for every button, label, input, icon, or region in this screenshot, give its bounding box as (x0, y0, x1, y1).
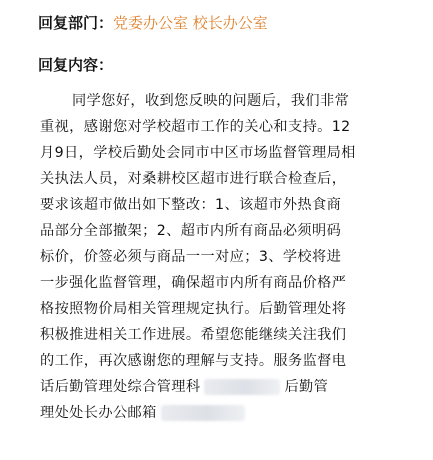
reply-line: 重视，感谢您对学校超市工作的关心和支持。12 (40, 119, 351, 135)
reply-line-segment: 后勤管 (284, 379, 329, 395)
reply-line (40, 374, 424, 400)
reply-line: 关执法人员，对桑耕校区超市进行联合检查后， (40, 171, 347, 187)
reply-line: 一步强化监督管理，确保超市内所有商品价格严 (40, 275, 347, 291)
department-row (38, 12, 268, 34)
reply-line-segment: 话后勤管理处综合管理科 (40, 379, 201, 395)
department-label: 回复部门： (38, 14, 114, 32)
reply-line: 同学您好，收到您反映的问题后，我们非常 (72, 93, 350, 109)
content-label: 回复内容： (38, 56, 114, 74)
reply-line: 品部分全部撤架；2、超市内所有商品必须明码 (40, 223, 342, 239)
reply-line: 标价，价签必须与商品一一对应；3、学校将进 (40, 249, 342, 265)
reply-line: 的工作，再次感谢您的理解与支持。服务监督电 (40, 353, 347, 369)
reply-line: 月9日，学校后勤处会同市中区市场监督管理局相 (40, 145, 356, 161)
redacted-email (161, 405, 245, 421)
reply-line (40, 400, 424, 426)
reply-body (40, 88, 424, 426)
reply-line: 格按照物价局相关管理规定执行。后勤管理处将 (40, 301, 347, 317)
department-value: 党委办公室 校长办公室 (113, 14, 268, 32)
reply-line: 积极推进相关工作进展。希望您能继续关注我们 (40, 327, 347, 343)
redacted-phone (204, 379, 280, 395)
reply-line-segment: 理处处长办公邮箱 (40, 405, 157, 421)
reply-line: 要求该超市做出如下整改：1、该超市外热食商 (40, 197, 342, 213)
